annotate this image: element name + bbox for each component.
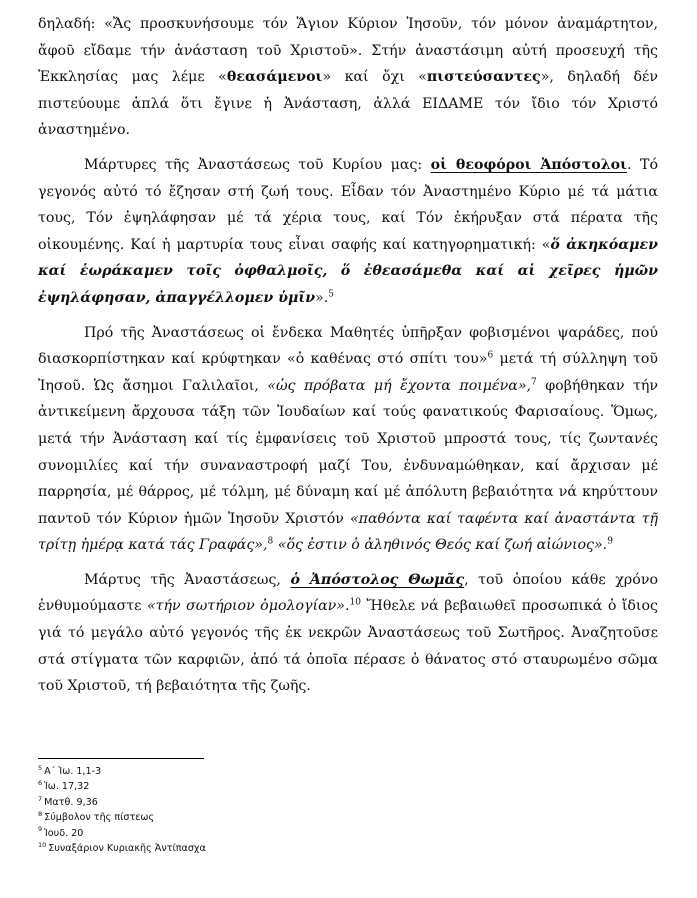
text-run: μετά τή σύλληψη τοῦ Ἰησοῦ. Ὡς ἄσημοι Γαλιλαῖοι, [38,351,658,394]
text-run: . Τό γεγονός αὐτό τό ἔζησαν στή ζωή τους. Εἶδαν τόν Ἀναστημένο Κύριο μέ τά μάτια τους, Τόν ἐψηλάφησαν μέ τά χέρια τους, καί Τόν ἐκήρυξαν στά πέρατα τῆς οἰκουμένης. Καί ἡ μαρτυρία τους εἶναι σαφής καί κατηγορηματική: « [38,156,659,253]
footnote-number: 10 [38,840,47,849]
footnote-text: Ματθ. 9,36 [44,796,98,808]
emphasized-text: «παθόντα καί ταφέντα καί ἀναστάντα τῇ τρίτῃ ἡμέρᾳ κατά τάς Γραφάς», [38,510,658,554]
text-run: Πρό τῆς Ἀναστάσεως οἱ ἔνδεκα Μαθητές ὑπῆρξαν φοβισμένοι ψαράδες, πού διασκορπίστηκαν καί κρύφτηκαν «ὁ καθένας στό σπίτι του» [38,324,658,368]
footnote [38,826,438,841]
footnote-text: Συναξάριον Κυριακῆς Ἀντίπασχα [48,843,206,855]
footnote-reference[interactable]: 6 [487,350,494,361]
footnote-number: 6 [38,779,43,788]
emphasized-text: οἱ θεοφόροι Ἀπόστολοι [430,156,628,173]
text-run: » καί ὄχι « [322,69,427,86]
footnote-text: Ἰω. 17,32 [44,781,90,793]
footnote [38,779,438,794]
text-run: , τοῦ ὁποίου κάθε χρόνο ἐνθυμούμαστε [38,571,658,615]
footnotes [38,764,438,856]
footnote-reference[interactable]: 7 [531,376,537,387]
text-run: », δηλαδή δέν πιστεύουμε ἁπλά ὅτι ἔγινε ἡ Ἀνάσταση, ἀλλά ΕΙΔΑΜΕ τόν ἴδιο τόν Χριστό ἀναστημένο. [38,69,658,139]
emphasized-text: ὁ Ἀπόστολος Θωμᾶς [290,571,465,588]
footnote-separator [38,758,204,759]
footnote [38,810,438,825]
text-run: δηλαδή: «Ἄς προσκυνήσουμε τόν Ἅγιον Κύριον Ἰησοῦν, τόν μόνον ἀναμάρτητον, ἄφοῦ εἴδαμε τήν ἀνάσταση τοῦ Χριστοῦ». Στήν ἀναστάσιμη αὐτή προσευχή τῆς Ἐκκλησίας μας λέμε « [38,16,658,86]
footnote-reference[interactable]: 9 [607,536,613,547]
paragraph-1 [38,11,658,144]
emphasized-text: πιστεύσαντες [426,69,541,86]
emphasized-text: «ὅς ἐστιν ὁ ἀληθινός Θεός καί ζωή αἰώνιος». [277,537,608,554]
emphasized-text: ὅ ἀκηκόαμεν καί ἑωράκαμεν τοῖς ὀφθαλμοῖς, ὅ ἐθεασάμεθα καί αἱ χεῖρες ἡμῶν ἐψηλάφησαν, ἀπαγγέλλομεν ὑμῖν [38,236,659,306]
footnote-number: 7 [38,794,43,803]
footnote-reference[interactable]: 10 [349,597,361,608]
footnote-number: 8 [38,810,43,819]
text-run: Μάρτυρες τῆς Ἀναστάσεως τοῦ Κυρίου μας: [84,156,431,173]
emphasized-text: «ὡς πρόβατα μή ἔχοντα ποιμένα», [267,377,532,394]
footnote-text: Ἰουδ. 20 [44,827,84,839]
footnote-reference[interactable]: 5 [328,289,335,300]
footnote-text: Σύμβολον τῆς πίστεως [44,812,155,824]
footnote-number: 9 [38,825,43,834]
text-run: φοβήθηκαν τήν ἀντικείμενη ἄρχουσα τάξη τῶν Ἰουδαίων καί τούς φανατικούς Φαρισαίους. Ὅμως, μετά τήν Ἀνάσταση καί τίς ἐμφανίσεις τοῦ Χριστοῦ μπροστά τους, τίς ζωντανές συνομιλίες καί τήν συναναστροφή μαζί Του, ἐνδυναμώθηκαν, καί ἄρχισαν μέ παρρησία, μέ θάρρος, μέ τόλμη, μέ δύναμη καί μέ ἀπόλυτη βεβαιότητα νά κηρύττουν παντοῦ τόν Κύριον ἡμῶν Ἰησοῦν Χριστόν [38,377,658,527]
text-run: Μάρτυς τῆς Ἀναστάσεως, [84,571,291,588]
footnote [38,841,438,856]
document-body [38,11,658,708]
paragraph-3 [38,320,658,559]
footnote-text: Α΄ Ἰω. 1,1-3 [44,766,102,777]
footnote [38,764,438,779]
text-run: Ἤθελε νά βεβαιωθεῖ προσωπικά ὁ ἴδιος γιά τό μεγάλο αὐτό γεγονός τῆς ἐκ νεκρῶν Ἀναστάσεως τοῦ Σωτῆρος. Ἀναζητοῦσε στά στίγματα τῶν καρφιῶν, ἀπό τά ὁποῖα πέρασε ὁ θάνατος στό σταυρωμένο σῶμα τοῦ Χριστοῦ, τή βεβαιότητα τῆς ζωῆς. [38,598,658,695]
footnote-reference[interactable]: 8 [267,536,274,547]
footnote-number: 5 [38,763,43,772]
paragraph-4 [38,567,658,700]
paragraph-2 [38,152,658,312]
text-run: ». [315,289,329,306]
emphasized-text: θεασάμενοι [226,69,323,86]
footnote [38,795,438,810]
emphasized-text: «τήν σωτήριον ὁμολογίαν». [146,598,350,615]
